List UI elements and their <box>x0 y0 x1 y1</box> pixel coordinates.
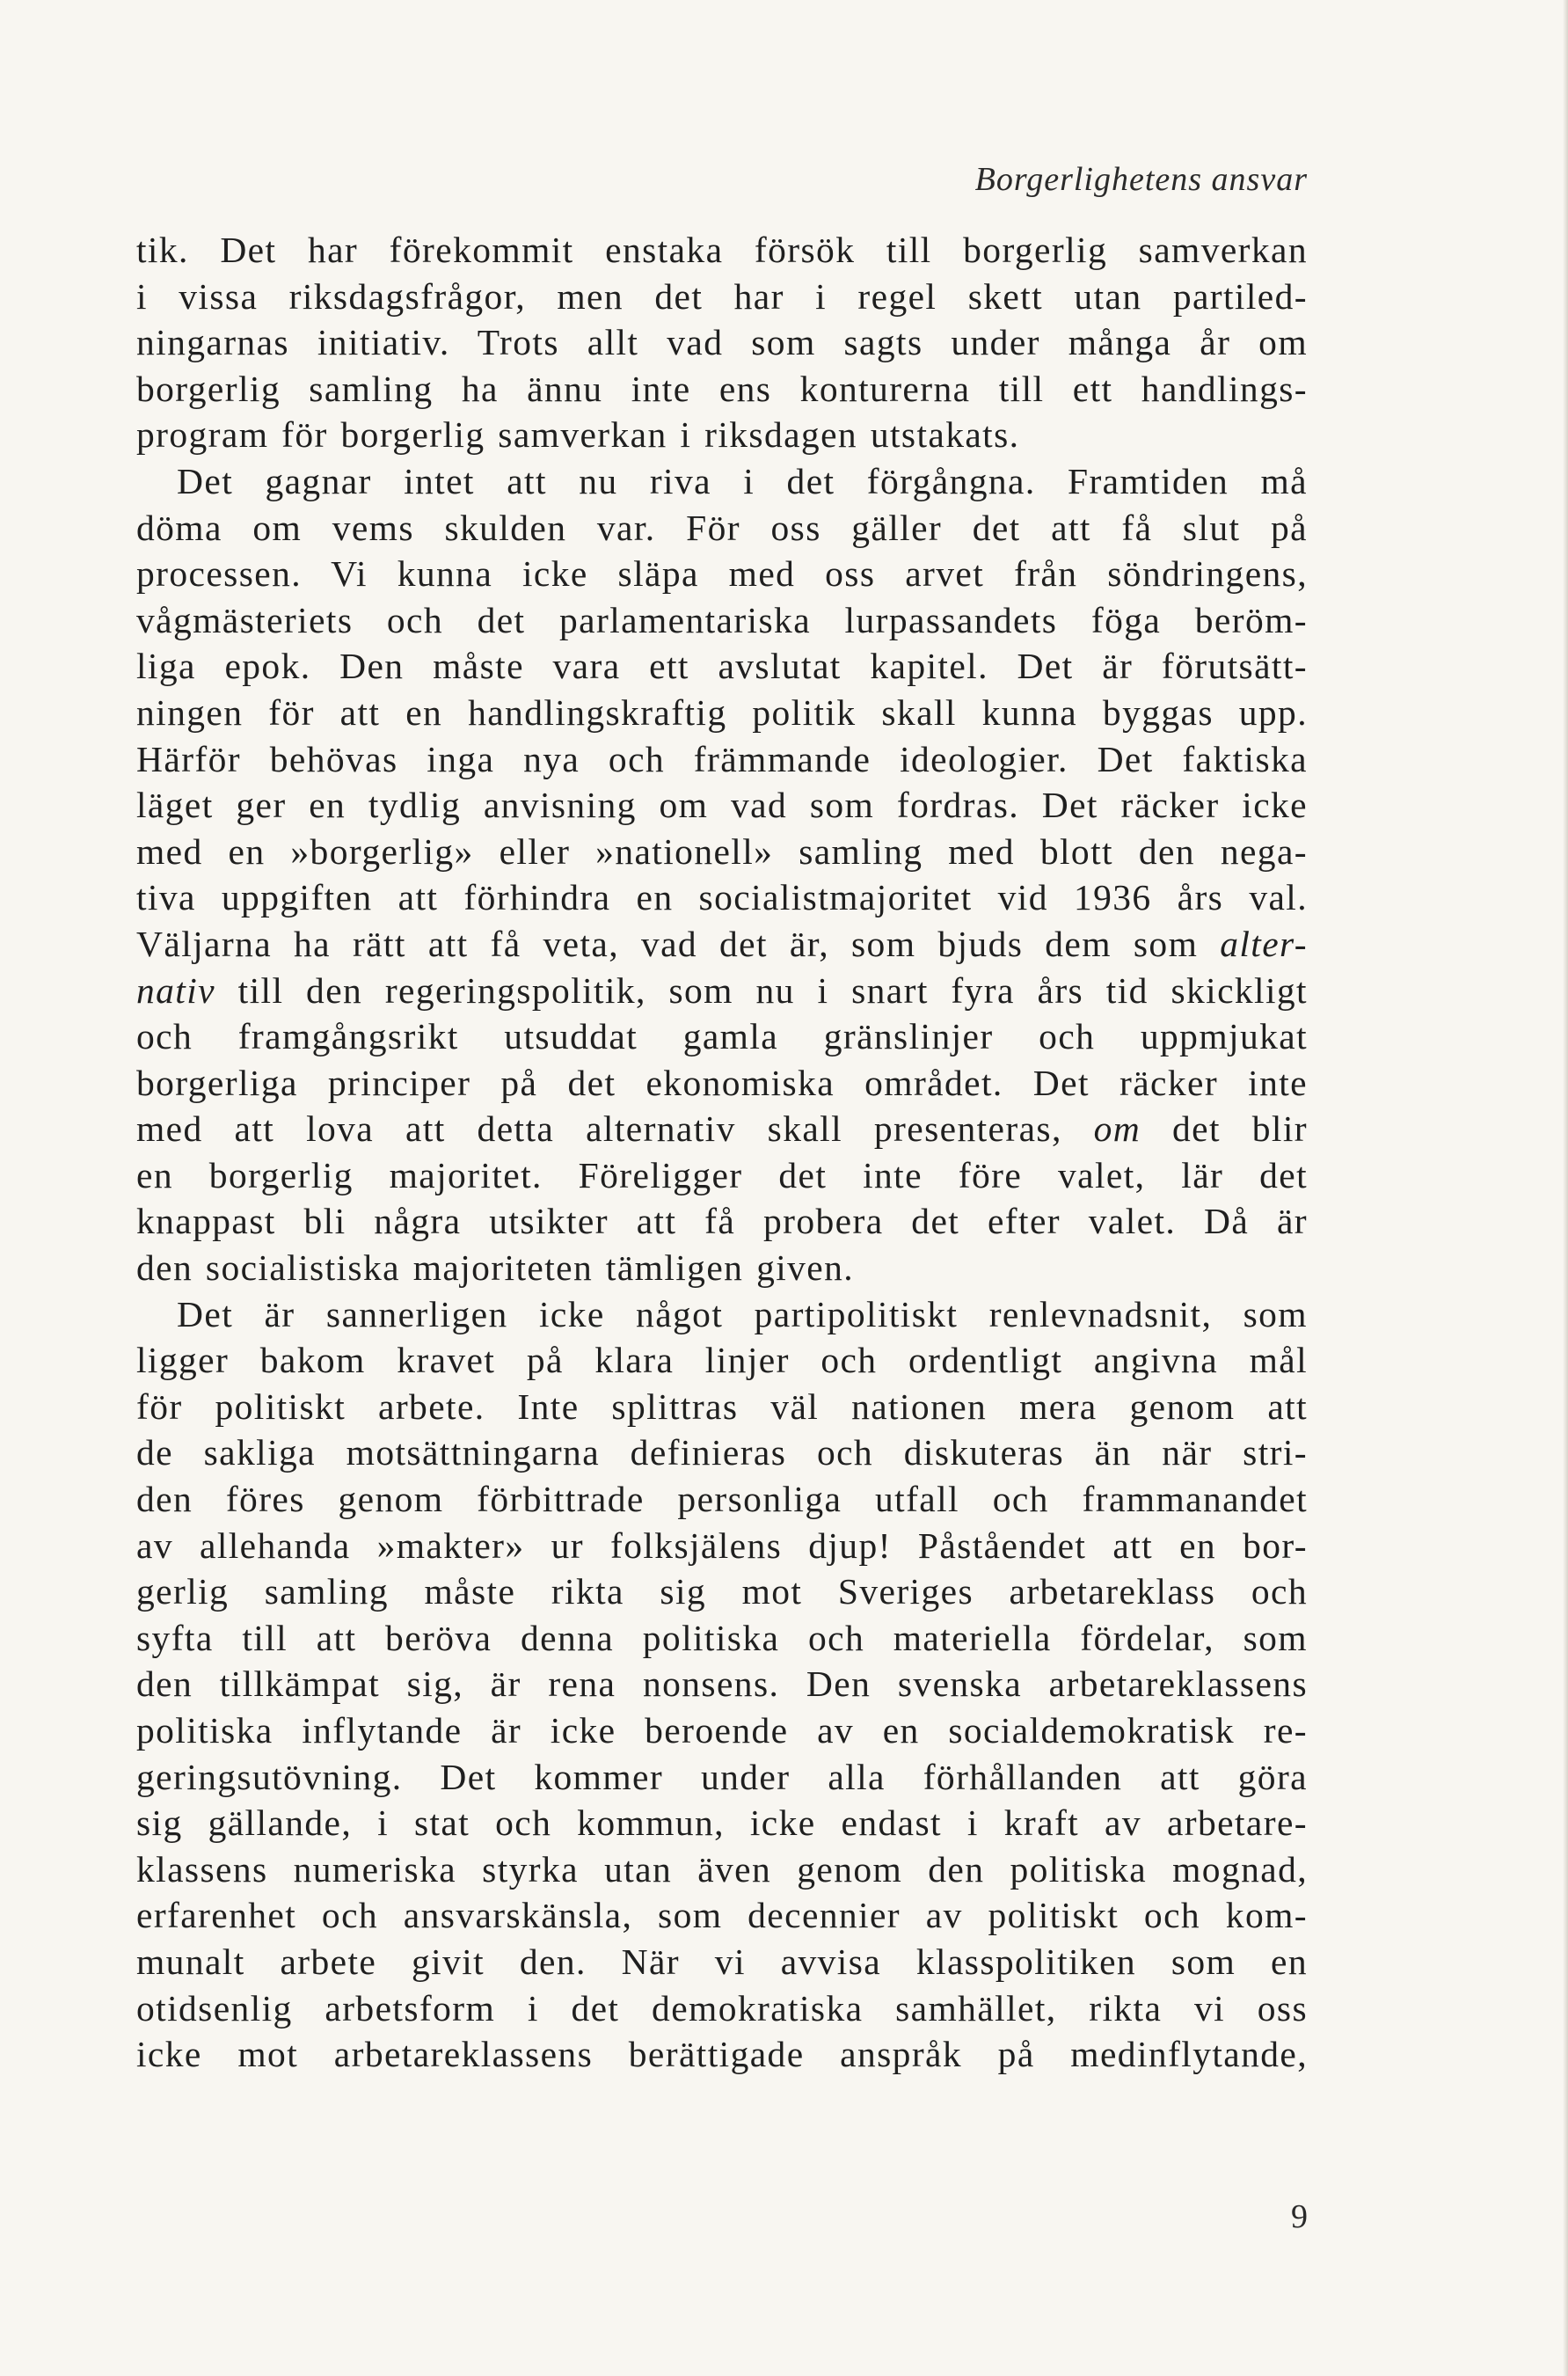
text-line: i vissa riksdagsfrågor, men det har i regel skett utan partiled- <box>136 275 1308 317</box>
text-line: otidsenlig arbetsform i det demokratiska samhället, rikta vi oss <box>136 1987 1308 2029</box>
text-line: syfta till att beröva denna politiska och materiella fördelar, som <box>136 1617 1308 1658</box>
text-line: sig gällande, i stat och kommun, icke endast i kraft av arbetare- <box>136 1802 1308 1844</box>
text-line: program för borgerlig samverkan i riksdagen utstakats. <box>136 414 1020 456</box>
text-line: för politiskt arbete. Inte splittras väl nationen mera genom att <box>136 1385 1308 1427</box>
body-text <box>136 227 1308 2078</box>
text-line: borgerliga principer på det ekonomiska området. Det räcker inte <box>136 1062 1308 1103</box>
text-line: munalt arbete givit den. När vi avvisa klasspolitiken som en <box>136 1941 1308 1982</box>
text-line: politiska inflytande är icke beroende av en socialdemokratisk re- <box>136 1710 1308 1751</box>
text-line: borgerlig samling ha ännu inte ens konturerna till ett handlings- <box>136 368 1308 409</box>
text-line: och framgångsrikt utsuddat gamla gränslinjer och uppmjukat <box>136 1016 1308 1057</box>
text-line: en borgerlig majoritet. Föreligger det inte före valet, lär det <box>136 1154 1308 1195</box>
text-line: ligger bakom kravet på klara linjer och ordentligt angivna mål <box>136 1340 1308 1381</box>
text-line: icke mot arbetareklassens berättigade anspråk på medinflytande, <box>136 2034 1308 2075</box>
text-line: knappast bli några utsikter att få probera det efter valet. Då är <box>136 1201 1308 1242</box>
text-line: tik. Det har förekommit enstaka försök till borgerlig samverkan <box>136 230 1308 270</box>
text-line: Det gagnar intet att nu riva i det förgångna. Framtiden må <box>177 460 1308 501</box>
text-line: nativ till den regeringspolitik, som nu i snart fyra års tid skickligt <box>136 969 1308 1011</box>
text-line: erfarenhet och ansvarskänsla, som decennier av politiskt och kom- <box>136 1895 1308 1936</box>
text-line: vågmästeriets och det parlamentariska lurpassandets föga beröm- <box>136 599 1308 640</box>
text-line: gerlig samling måste rikta sig mot Sveriges arbetareklass och <box>136 1571 1308 1612</box>
text-line: läget ger en tydlig anvisning om vad som fordras. Det räcker icke <box>136 785 1308 826</box>
text-line: tiva uppgiften att förhindra en socialistmajoritet vid 1936 års val. <box>136 877 1308 918</box>
text-line: klassens numeriska styrka utan även genom den politiska mognad, <box>136 1848 1308 1890</box>
text-line: ningen för att en handlingskraftig politik skall kunna byggas upp. <box>136 691 1308 733</box>
text-line: den tillkämpat sig, är rena nonsens. Den svenska arbetareklassens <box>136 1663 1308 1705</box>
text-line: med en »borgerlig» eller »nationell» samling med blott den nega- <box>136 830 1308 872</box>
page-number: 9 <box>1291 2198 1308 2235</box>
text-line: den socialistiska majoriteten tämligen given. <box>136 1247 855 1289</box>
text-line: med att lova att detta alternativ skall presenteras, om det blir <box>136 1108 1308 1150</box>
text-line: Det är sannerligen icke något partipolitiskt renlevnadsnit, som <box>177 1293 1308 1334</box>
text-line: döma om vems skulden var. För oss gäller det att få slut på <box>136 507 1308 548</box>
text-line: den föres genom förbittrade personliga utfall och frammanandet <box>136 1479 1308 1520</box>
text-line: de sakliga motsättningarna definieras och diskuteras än när stri- <box>136 1432 1308 1473</box>
running-head: Borgerlighetens ansvar <box>974 161 1308 198</box>
text-line: ningarnas initiativ. Trots allt vad som sagts under många år om <box>136 322 1308 363</box>
text-line: processen. Vi kunna icke släpa med oss arvet från söndringens, <box>136 553 1308 595</box>
text-line: Väljarna ha rätt att få veta, vad det är, som bjuds dem som alter- <box>136 923 1308 964</box>
text-line: liga epok. Den måste vara ett avslutat kapitel. Det är förutsätt- <box>136 646 1308 687</box>
text-line: av allehanda »makter» ur folksjälens djup! Påståendet att en bor- <box>136 1524 1308 1566</box>
page-edge-shadow <box>1563 0 1568 2376</box>
text-line: geringsutövning. Det kommer under alla förhållanden att göra <box>136 1756 1308 1797</box>
text-line: Härför behövas inga nya och främmande ideologier. Det faktiska <box>136 738 1308 779</box>
